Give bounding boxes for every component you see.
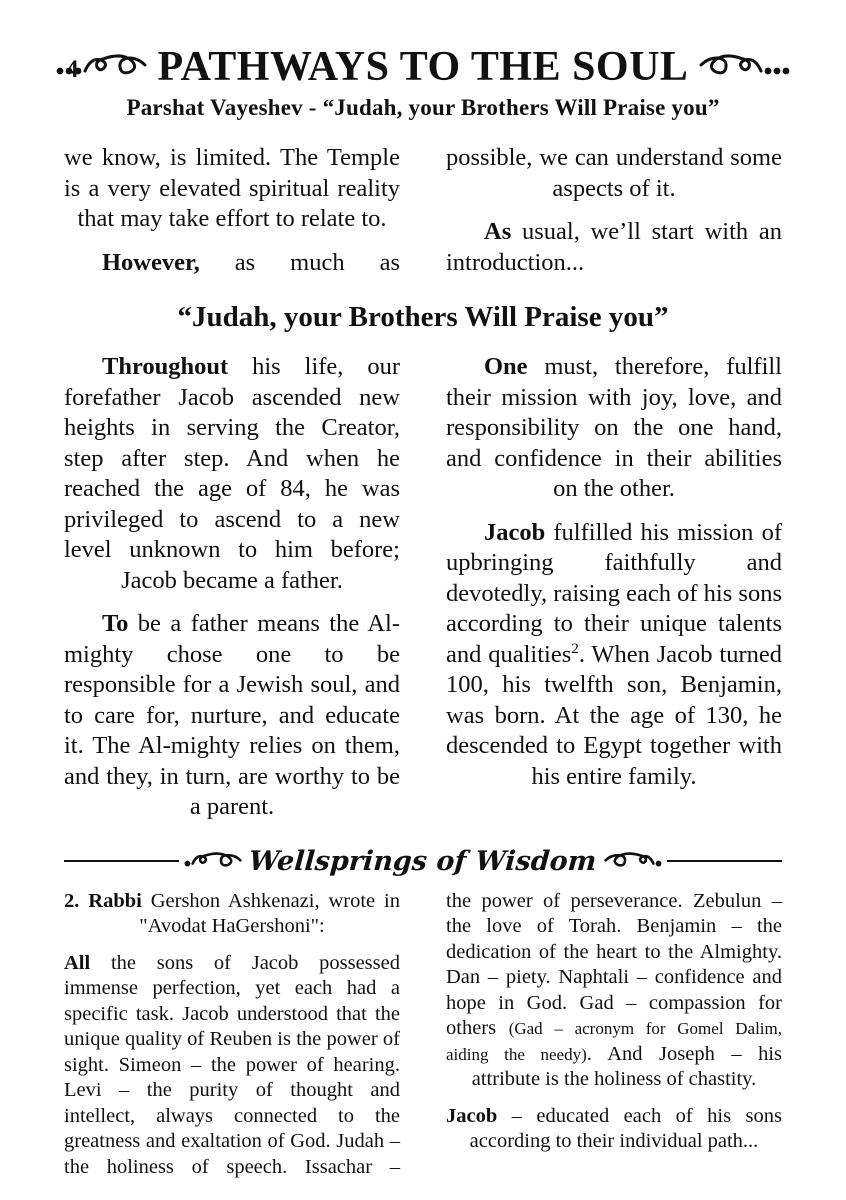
text-run: the sons of Jacob possessed immense perfection, yet each had a specific task. Jacob understood that the unique quality of Reuben is the power of sight. Simeon – the power of hearing. Levi – the purity of thought and intellect, always connected to the greatness and exaltation of God. Judah – the holiness of speech. Issachar – [64, 951, 400, 1178]
text-run: his life, our forefather Jacob ascended new heights in serving the Creator, step after step. And when he reached the age of 84, he was privileged to ascend to a new level unknown to him before; Jacob became a father. [64, 353, 400, 594]
text-run: fulfilled his mission of upbringing faithfully and devotedly, raising each of his sons according to their unique talents and qualities [446, 518, 782, 668]
footnote-left-column [64, 889, 400, 1192]
main-section [0, 352, 846, 836]
paragraph [64, 248, 400, 279]
footnote-ref: 2 [571, 639, 579, 657]
text-run: we know, is limited. The Temple is a very elevated spiritual reality that may take effort to relate to. [64, 144, 400, 232]
main-right-column [446, 352, 782, 836]
divider-label: Wellsprings of Wisdom [248, 845, 598, 877]
intro-left-column [64, 143, 400, 291]
paragraph [446, 518, 782, 793]
divider-rule-right [667, 860, 782, 862]
divider-rule-left [64, 860, 179, 862]
page-header [0, 0, 846, 121]
text-run: . When Jacob turned 100, his twelfth son, Benjamin, was born. At the age of 130, he descended to Egypt together with his entire family. [446, 640, 782, 790]
lead-word: One [484, 353, 528, 380]
text-run: (Gad – acronym for Gomel Dalim, aiding the needy) [446, 1019, 782, 1064]
wellsprings-divider [0, 846, 846, 877]
paragraph [64, 352, 400, 596]
paragraph [446, 889, 782, 1093]
paragraph [446, 352, 782, 505]
text-run: possible, we can understand some aspects of it. [446, 144, 782, 202]
paragraph [446, 1104, 782, 1155]
text-run: the power of perseverance. Zebulun – the love of Torah. Benjamin – the dedication of the heart to the Almighty. Dan – piety. Naphtali – confidence and hope in God. Gad – compassion for others [446, 889, 782, 1039]
lead-word: All [64, 951, 91, 974]
paragraph [64, 951, 400, 1181]
lead-word: To [102, 610, 129, 637]
text-run: be a father means the Al-mighty chose one to be responsible for a Jewish soul, and to care for, nurture, and educate it. The Al-mighty relies on them, and they, in turn, are worthy to be a parent. [64, 610, 400, 820]
footnotes-section [0, 889, 846, 1192]
paragraph [446, 217, 782, 278]
page-number: 4 [66, 56, 79, 83]
title-flourish-right-icon [696, 50, 792, 84]
text-run: as much as [199, 248, 400, 276]
lead-word: Throughout [102, 353, 229, 380]
footnote-right-column [446, 889, 782, 1192]
lead-word: As [484, 218, 512, 245]
text-run: usual, we’ll start with an introduction... [446, 218, 782, 276]
paragraph [446, 143, 782, 204]
divider-flourish-left-icon [181, 850, 243, 872]
intro-right-column [446, 143, 782, 291]
paragraph [64, 143, 400, 235]
lead-word: Jacob [446, 1104, 498, 1127]
lead-word: 2. Rabbi [64, 889, 142, 912]
text-run: – educated each of his sons according to their individual path... [469, 1104, 782, 1152]
section-heading: “Judah, your Brothers Will Praise you” [177, 301, 669, 333]
page-subtitle: Parshat Vayeshev - “Judah, your Brothers Will Praise you” [126, 95, 720, 120]
text-run: . And Joseph – his attribute is the holiness of chastity. [471, 1042, 782, 1090]
title-row [0, 46, 846, 88]
paragraph [64, 889, 400, 940]
lead-word: However, [102, 248, 200, 276]
paragraph [64, 609, 400, 823]
page-title: PATHWAYS TO THE SOUL [157, 44, 689, 90]
intro-section [0, 143, 846, 291]
text-run: must, therefore, fulfill their mission with joy, love, and responsibility on the one hand, and confidence in their abilities on the other. [446, 353, 782, 502]
text-run: Gershon Ashkenazi, wrote in "Avodat HaGershoni": [139, 889, 400, 937]
divider-flourish-right-icon [603, 850, 665, 872]
lead-word: Jacob [484, 518, 546, 546]
main-left-column [64, 352, 400, 836]
